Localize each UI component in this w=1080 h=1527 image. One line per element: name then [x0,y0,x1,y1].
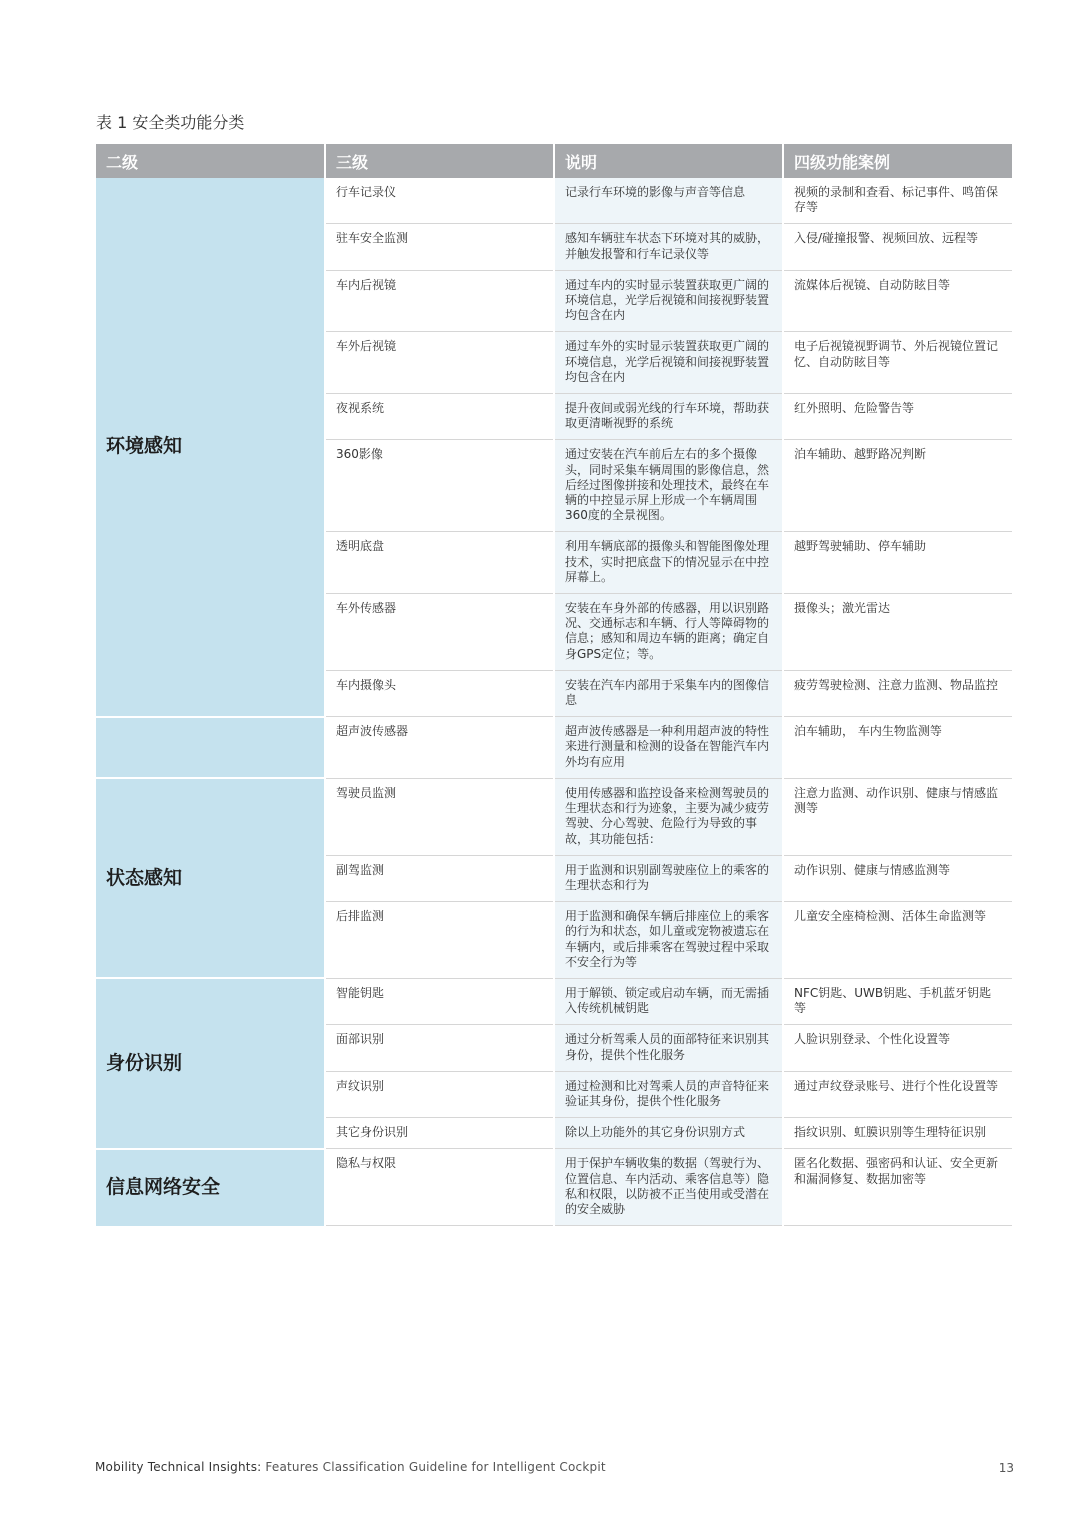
description-cell: 安装在汽车内部用于采集车内的图像信息 [554,670,783,716]
level3-cell: 其它身份识别 [325,1118,554,1149]
examples-cell: 匿名化数据、强密码和认证、安全更新和漏洞修复、数据加密等 [783,1149,1012,1226]
table-row [96,178,1012,224]
examples-cell: 通过声纹登录账号、进行个性化设置等 [783,1071,1012,1117]
footer-text [95,1460,606,1474]
level3-cell: 后排监测 [325,902,554,979]
examples-cell: 动作识别、健康与情感监测等 [783,855,1012,901]
description-cell: 通过分析驾乘人员的面部特征来识别其身份，提供个性化服务 [554,1025,783,1071]
description-cell: 感知车辆驻车状态下环境对其的威胁，并触发报警和行车记录仪等 [554,224,783,270]
header-level3: 三级 [325,144,554,178]
level3-cell: 面部识别 [325,1025,554,1071]
group-cell: 身份识别 [96,978,325,1148]
examples-cell: 越野驾驶辅助、停车辅助 [783,532,1012,594]
examples-cell: 泊车辅助、越野路况判断 [783,440,1012,532]
description-cell: 超声波传感器是一种利用超声波的特性来进行测量和检测的设备在智能汽车内外均有应用 [554,717,783,779]
description-cell: 用于监测和确保车辆后排座位上的乘客的行为和状态，如儿童或宠物被遗忘在车辆内，或后排乘客在驾驶过程中采取不安全行为等 [554,902,783,979]
description-cell: 通过车外的实时显示装置获取更广阔的环境信息，光学后视镜和间接视野装置均包含在内 [554,332,783,394]
examples-cell: 电子后视镜视野调节、外后视镜位置记忆、自动防眩目等 [783,332,1012,394]
footer-title: Mobility Technical Insights: [95,1460,262,1474]
examples-cell: 摄像头；激光雷达 [783,594,1012,671]
table-row [96,717,1012,779]
description-cell: 安装在车身外部的传感器，用以识别路况、交通标志和车辆、行人等障碍物的信息；感知和周边车辆的距离；确定自身GPS定位；等。 [554,594,783,671]
header-level4-examples: 四级功能案例 [783,144,1012,178]
level3-cell: 车内后视镜 [325,270,554,332]
description-cell: 用于解锁、锁定或启动车辆，而无需插入传统机械钥匙 [554,978,783,1024]
table-row [96,778,1012,855]
description-cell: 利用车辆底部的摄像头和智能图像处理技术，实时把底盘下的情况显示在中控屏幕上。 [554,532,783,594]
header-description: 说明 [554,144,783,178]
level3-cell: 智能钥匙 [325,978,554,1024]
footer-subtitle: Features Classification Guideline for Intelligent Cockpit [261,1460,606,1474]
group-cell: 环境感知 [96,178,325,717]
examples-cell: 人脸识别登录、个性化设置等 [783,1025,1012,1071]
level3-cell: 副驾监测 [325,855,554,901]
group-cell: 信息网络安全 [96,1149,325,1226]
header-level2: 二级 [96,144,325,178]
level3-cell: 行车记录仪 [325,178,554,224]
level3-cell: 车内摄像头 [325,670,554,716]
description-cell: 使用传感器和监控设备来检测驾驶员的生理状态和行为迹象，主要为减少疲劳驾驶、分心驾驶、危险行为导致的事故，其功能包括： [554,778,783,855]
examples-cell: 入侵/碰撞报警、视频回放、远程等 [783,224,1012,270]
table-row [96,978,1012,1024]
level3-cell: 车外后视镜 [325,332,554,394]
level3-cell: 车外传感器 [325,594,554,671]
page-number: 13 [998,1461,1014,1475]
description-cell: 记录行车环境的影像与声音等信息 [554,178,783,224]
table-caption: 表 1 安全类功能分类 [96,113,245,132]
level3-cell: 超声波传感器 [325,717,554,779]
examples-cell: 疲劳驾驶检测、注意力监测、物品监控 [783,670,1012,716]
examples-cell: 泊车辅助， 车内生物监测等 [783,717,1012,779]
description-cell: 除以上功能外的其它身份识别方式 [554,1118,783,1149]
group-cell [96,717,325,779]
table-header-row [96,144,1012,178]
level3-cell: 声纹识别 [325,1071,554,1117]
safety-function-table [96,144,1012,1226]
examples-cell: 流媒体后视镜、自动防眩目等 [783,270,1012,332]
table-row [96,1149,1012,1226]
level3-cell: 透明底盘 [325,532,554,594]
level3-cell: 360影像 [325,440,554,532]
description-cell: 用于保护车辆收集的数据（驾驶行为、位置信息、车内活动、乘客信息等）隐私和权限，以防被不正当使用或受潜在的安全威胁 [554,1149,783,1226]
description-cell: 通过安装在汽车前后左右的多个摄像头，同时采集车辆周围的影像信息，然后经过图像拼接和处理技术，最终在车辆的中控显示屏上形成一个车辆周围360度的全景视图。 [554,440,783,532]
level3-cell: 驾驶员监测 [325,778,554,855]
examples-cell: 红外照明、危险警告等 [783,394,1012,440]
description-cell: 提升夜间或弱光线的行车环境，帮助获取更清晰视野的系统 [554,394,783,440]
level3-cell: 驻车安全监测 [325,224,554,270]
level3-cell: 夜视系统 [325,394,554,440]
examples-cell: NFC钥匙、UWB钥匙、手机蓝牙钥匙等 [783,978,1012,1024]
examples-cell: 指纹识别、虹膜识别等生理特征识别 [783,1118,1012,1149]
description-cell: 通过车内的实时显示装置获取更广阔的环境信息，光学后视镜和间接视野装置均包含在内 [554,270,783,332]
examples-cell: 儿童安全座椅检测、活体生命监测等 [783,902,1012,979]
description-cell: 通过检测和比对驾乘人员的声音特征来验证其身份，提供个性化服务 [554,1071,783,1117]
examples-cell: 注意力监测、动作识别、健康与情感监测等 [783,778,1012,855]
description-cell: 用于监测和识别副驾驶座位上的乘客的生理状态和行为 [554,855,783,901]
examples-cell: 视频的录制和查看、标记事件、鸣笛保存等 [783,178,1012,224]
group-cell: 状态感知 [96,778,325,978]
level3-cell: 隐私与权限 [325,1149,554,1226]
table-body [96,178,1012,1226]
